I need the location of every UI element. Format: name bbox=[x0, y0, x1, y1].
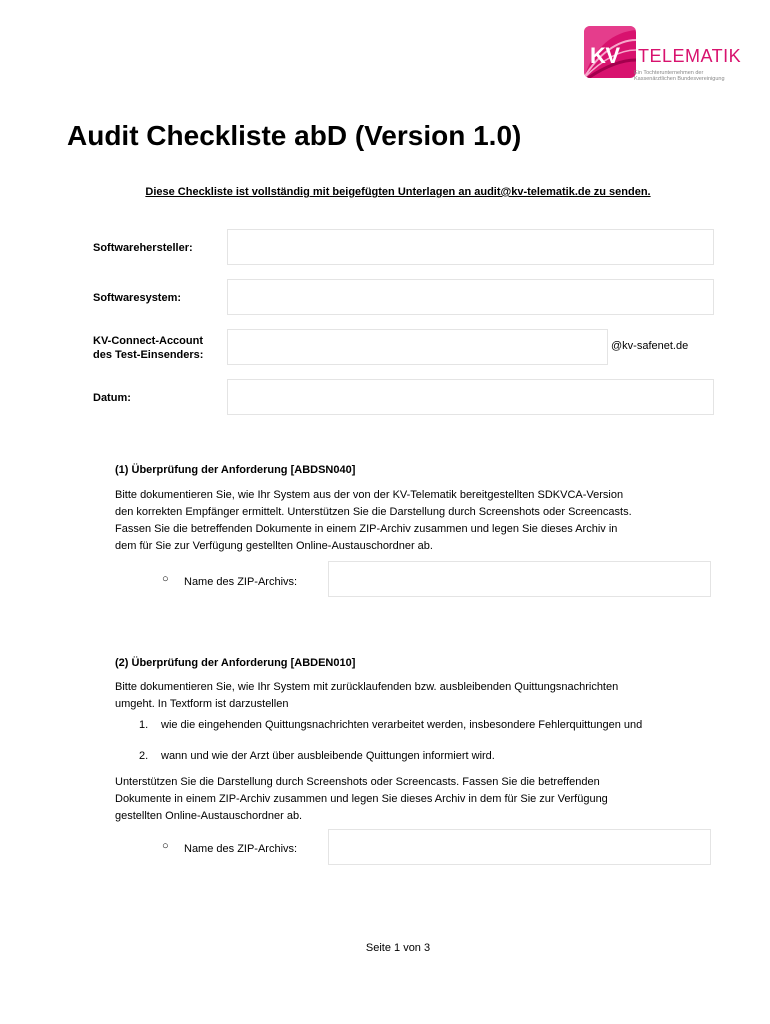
account-label bbox=[93, 334, 203, 362]
section1-line-4: dem für Sie zur Verfügung gestellten Online-Austauschordner ab. bbox=[115, 540, 433, 552]
section1-line-3: Fassen Sie die betreffenden Dokumente in einem ZIP-Archiv zusammen und legen Sie dieses Archiv in bbox=[115, 523, 618, 535]
page-number: Seite 1 von 3 bbox=[365, 942, 431, 954]
logo-kv-text: KV bbox=[590, 43, 620, 68]
section2-heading: (2) Überprüfung der Anforderung [ABDEN010] bbox=[115, 657, 356, 669]
bullet-circle-icon: ○ bbox=[162, 840, 169, 852]
list-item-1-number: 1. bbox=[139, 719, 149, 731]
list-item-2-number: 2. bbox=[139, 750, 149, 762]
logo-mark bbox=[584, 26, 636, 78]
section2-intro bbox=[115, 679, 755, 713]
account-input[interactable] bbox=[227, 329, 608, 365]
section2-zip-input[interactable] bbox=[328, 829, 711, 865]
date-input[interactable] bbox=[227, 379, 714, 415]
vendor-label: Softwarehersteller: bbox=[93, 242, 193, 254]
logo-tagline-line-1: Ein Tochterunternehmen der bbox=[634, 70, 704, 76]
logo-tagline-line-2: Kassenärztlichen Bundesvereinigung bbox=[634, 76, 725, 82]
section1-zip-input[interactable] bbox=[328, 561, 711, 597]
system-input[interactable] bbox=[227, 279, 714, 315]
section2-intro-line-1: Bitte dokumentieren Sie, wie Ihr System mit zurücklaufenden bzw. ausbleibenden Quittungsnachrichten bbox=[115, 681, 619, 693]
account-label-line-2: des Test-Einsenders: bbox=[93, 349, 204, 361]
section1-line-2: den korrekten Empfänger ermittelt. Unterstützen Sie die Darstellung durch Screenshots oder Screencasts. bbox=[115, 506, 632, 518]
logo-tagline bbox=[634, 70, 725, 82]
account-label-line-1: KV-Connect-Account bbox=[93, 335, 203, 347]
kv-telematik-logo bbox=[584, 26, 742, 84]
section2-intro-line-2: umgeht. In Textform ist darzustellen bbox=[115, 698, 289, 710]
section1-heading: (1) Überprüfung der Anforderung [ABDSN040] bbox=[115, 464, 356, 476]
vendor-input[interactable] bbox=[227, 229, 714, 265]
section2-outro-line-2: Dokumente in einem ZIP-Archiv zusammen und legen Sie dieses Archiv in dem für Sie zur Verfügung bbox=[115, 793, 608, 805]
list-item-1-text: wie die eingehenden Quittungsnachrichten verarbeitet werden, insbesondere Fehlerquittungen und bbox=[161, 719, 643, 731]
section2-zip-label: Name des ZIP-Archivs: bbox=[184, 843, 298, 855]
page-title: Audit Checkliste abD (Version 1.0) bbox=[67, 120, 522, 151]
section1-zip-label: Name des ZIP-Archivs: bbox=[184, 576, 298, 588]
section1-line-1: Bitte dokumentieren Sie, wie Ihr System aus der von der KV-Telematik bereitgestellten SDKVCA-Version bbox=[115, 489, 624, 501]
submission-notice: Diese Checkliste ist vollständig mit beigefügten Unterlagen an audit@kv-telematik.de zu senden. bbox=[145, 186, 651, 198]
logo-wordmark: TELEMATIK bbox=[638, 46, 742, 66]
section2-outro-line-3: gestellten Online-Austauschordner ab. bbox=[115, 810, 303, 822]
bullet-circle-icon: ○ bbox=[162, 573, 169, 585]
system-label: Softwaresystem: bbox=[93, 292, 182, 304]
date-label: Datum: bbox=[93, 392, 131, 404]
section2-outro bbox=[115, 774, 755, 825]
section2-outro-line-1: Unterstützen Sie die Darstellung durch Screenshots oder Screencasts. Fassen Sie die betreffenden bbox=[115, 776, 600, 788]
account-domain-suffix: @kv-safenet.de bbox=[611, 340, 689, 352]
list-item-2-text: wann und wie der Arzt über ausbleibende Quittungen informiert wird. bbox=[161, 750, 495, 762]
section1-body bbox=[115, 487, 755, 555]
